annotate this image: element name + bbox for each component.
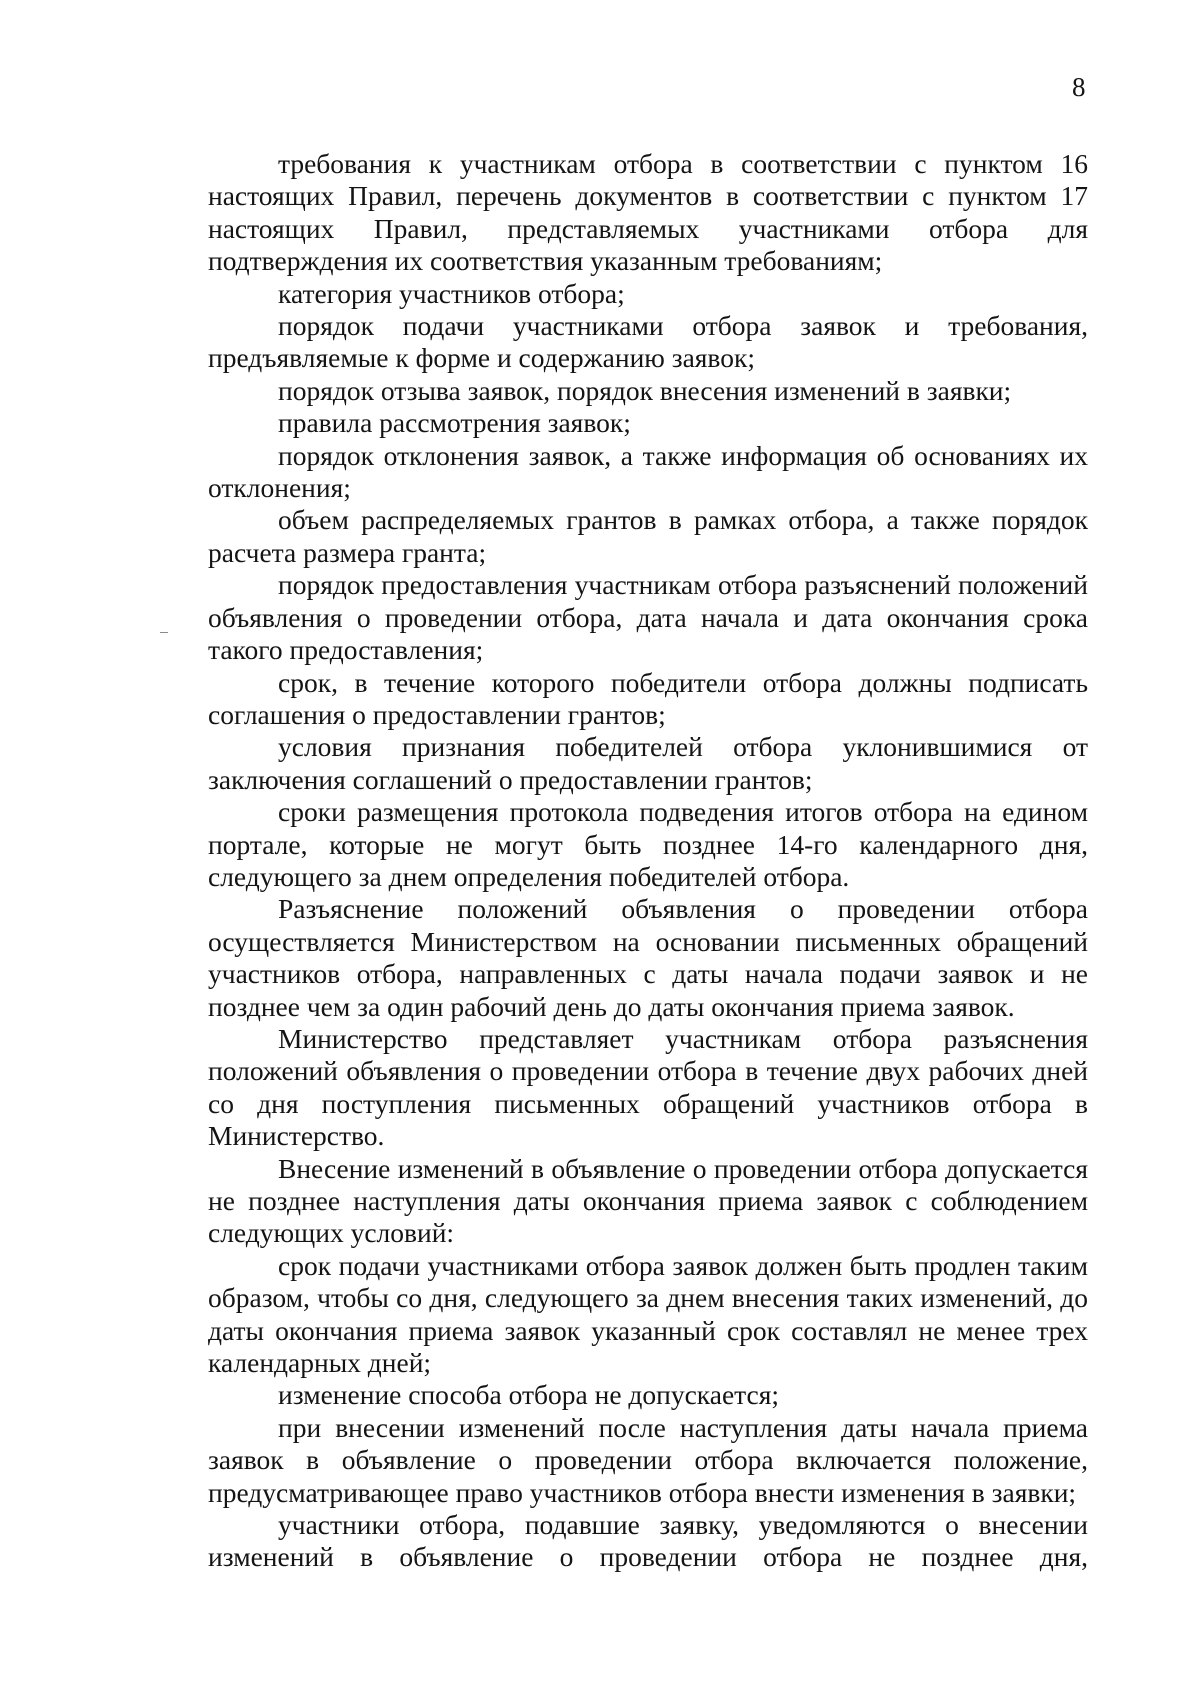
paragraph-13: Министерство представляет участникам отбора разъяснения положений объявления о проведении отбора в течение двух рабочих дней со дня поступления письменных обращений участников отбора в Министерство. <box>208 1022 1088 1152</box>
paragraph-3: порядок подачи участниками отбора заявок и требования, предъявляемые к форме и содержанию заявок; <box>208 310 1088 374</box>
paragraph-5: правила рассмотрения заявок; <box>278 407 631 439</box>
scan-artifact-mark <box>160 632 168 633</box>
paragraph-15: срок подачи участниками отбора заявок должен быть продлен таким образом, чтобы со дня, следующего за днем внесения таких изменений, до даты окончания приема заявок указанный срок составлял не менее трех календарных дней; <box>208 1249 1088 1379</box>
paragraph-14: Внесение изменений в объявление о проведении отбора допускается не позднее наступления даты окончания приема заявок с соблюдением следующих условий: <box>208 1152 1088 1249</box>
paragraph-11: сроки размещения протокола подведения итогов отбора на едином портале, которые не могут быть позднее 14-го календарного дня, следующего за днем определения победителей отбора. <box>208 796 1088 892</box>
paragraph-18: участники отбора, подавшие заявку, уведомляются о внесении изменений в объявление о проведении отбора не позднее дня, <box>208 1509 1088 1573</box>
document-body <box>208 148 1088 1574</box>
paragraph-7: объем распределяемых грантов в рамках отбора, а также порядок расчета размера гранта; <box>208 504 1088 568</box>
paragraph-8: порядок предоставления участникам отбора разъяснений положений объявления о проведении отбора, дата начала и дата окончания срока такого предоставления; <box>208 569 1088 666</box>
paragraph-12: Разъяснение положений объявления о проведении отбора осуществляется Министерством на основании письменных обращений участников отбора, направленных с даты начала подачи заявок и не позднее чем за один рабочий день до даты окончания приема заявок. <box>208 893 1088 1022</box>
paragraph-16: изменение способа отбора не допускается; <box>278 1379 780 1411</box>
page-number: 8 <box>1072 72 1086 102</box>
paragraph-4: порядок отзыва заявок, порядок внесения изменений в заявки; <box>278 374 1012 406</box>
paragraph-2: категория участников отбора; <box>278 277 625 309</box>
paragraph-9: срок, в течение которого победители отбора должны подписать соглашения о предоставлении грантов; <box>208 666 1088 730</box>
paragraph-17: при внесении изменений после наступления даты начала приема заявок в объявление о проведении отбора включается положение, предусматривающее право участников отбора внести изменения в заявки; <box>208 1411 1088 1508</box>
paragraph-10: условия признания победителей отбора уклонившимися от заключения соглашений о предоставлении грантов; <box>208 731 1088 795</box>
paragraph-6: порядок отклонения заявок, а также информация об основаниях их отклонения; <box>208 439 1088 504</box>
paragraph-1: требования к участникам отбора в соответствии с пунктом 16 настоящих Правил, перечень документов в соответствии с пунктом 17 настоящих Правил, представляемых участниками отбора для подтверждения их соответствия указанным требованиям; <box>208 148 1088 277</box>
